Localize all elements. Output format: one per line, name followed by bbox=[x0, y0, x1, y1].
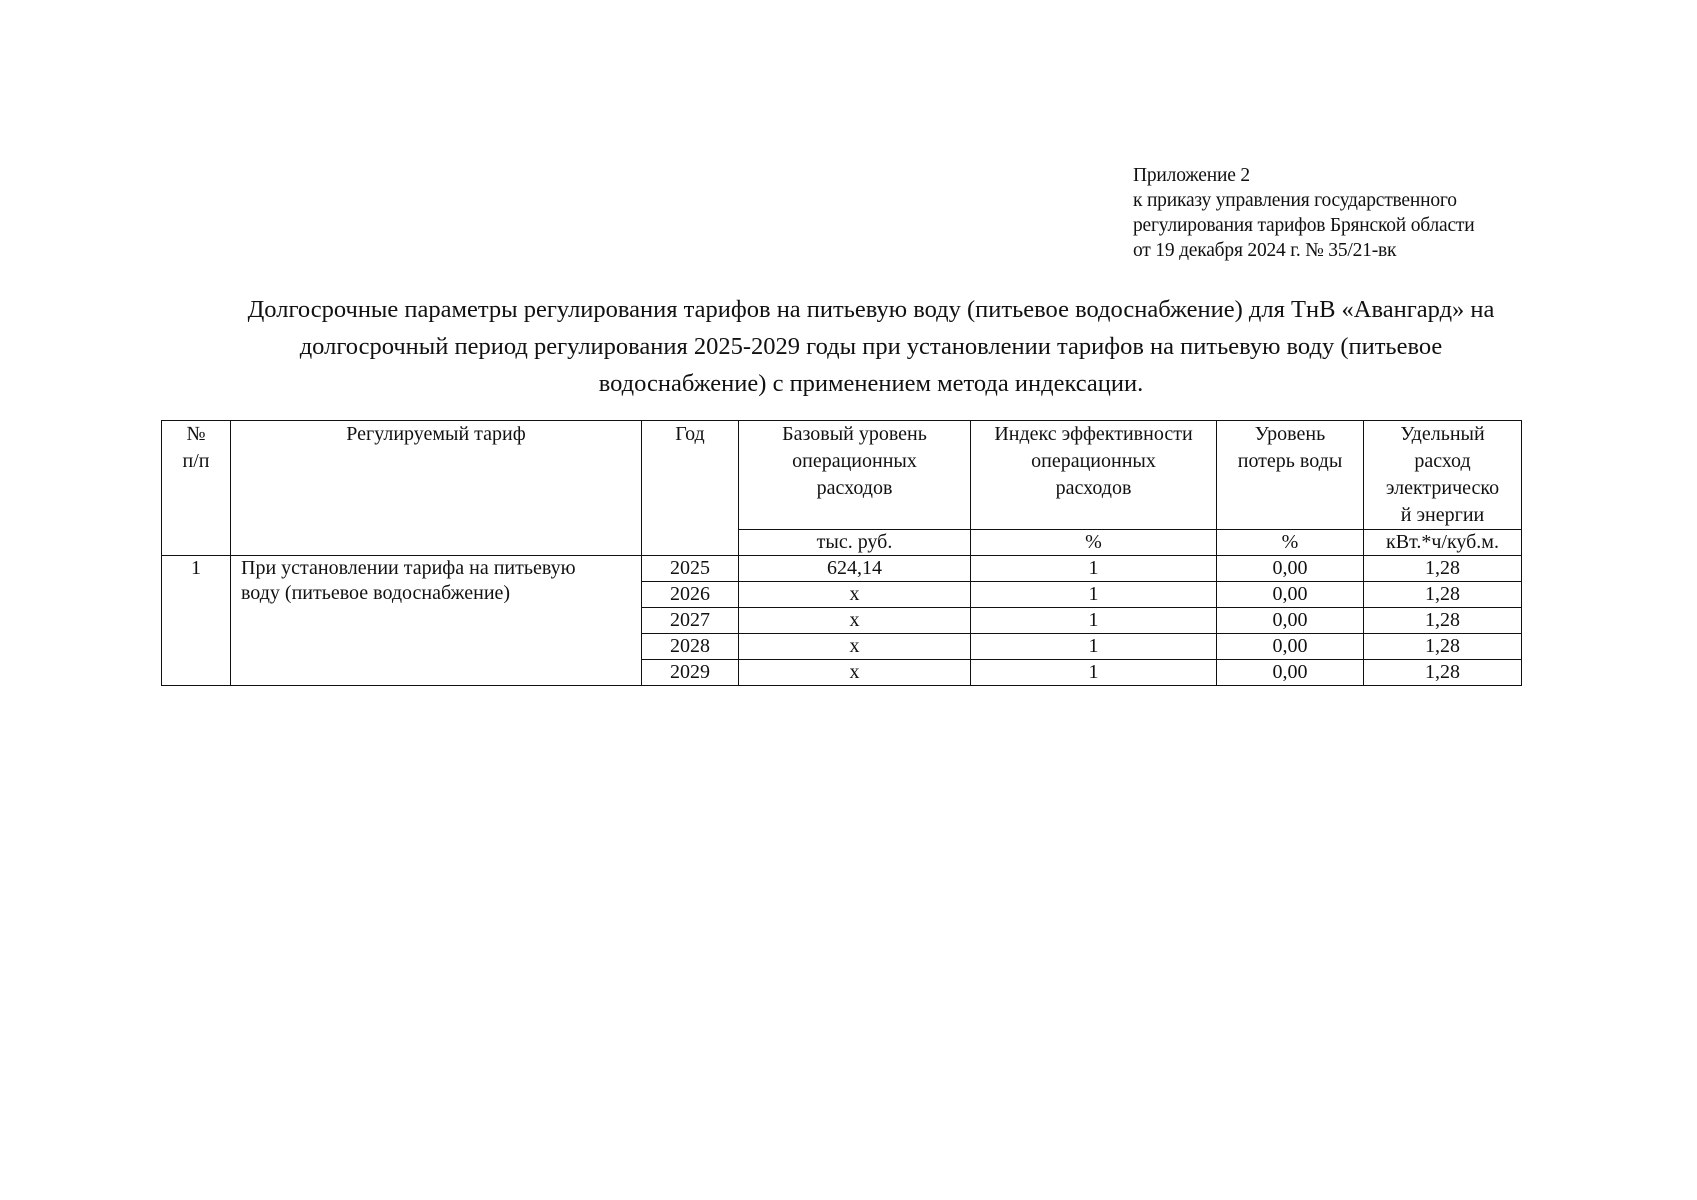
cell-efficiency-index: 1 bbox=[971, 660, 1217, 686]
header-tariff: Регулируемый тариф bbox=[231, 421, 642, 556]
cell-efficiency-index: 1 bbox=[971, 582, 1217, 608]
cell-base-level: x bbox=[739, 582, 971, 608]
unit-energy: кВт.*ч/куб.м. bbox=[1364, 530, 1522, 556]
cell-efficiency-index: 1 bbox=[971, 634, 1217, 660]
row-tariff: При установлении тарифа на питьевую воду (питьевое водоснабжение) bbox=[231, 556, 642, 686]
cell-year: 2028 bbox=[642, 634, 739, 660]
title-line: долгосрочный период регулирования 2025-2029 годы при установлении тарифов на питьевую воду (питьевое bbox=[299, 333, 1443, 360]
unit-base-level: тыс. руб. bbox=[739, 530, 971, 556]
cell-energy: 1,28 bbox=[1364, 634, 1522, 660]
parameters-table bbox=[161, 420, 1522, 686]
header-num: № п/п bbox=[162, 421, 231, 556]
title-line: Долгосрочные параметры регулирования тарифов на питьевую воду (питьевое водоснабжение) для ТнВ «Авангард» на bbox=[247, 296, 1495, 323]
appendix-line: к приказу управления государственного bbox=[1133, 190, 1457, 211]
header-year: Год bbox=[642, 421, 739, 556]
cell-year: 2026 bbox=[642, 582, 739, 608]
cell-water-loss: 0,00 bbox=[1217, 556, 1364, 582]
row-num: 1 bbox=[162, 556, 231, 686]
cell-water-loss: 0,00 bbox=[1217, 608, 1364, 634]
title-line: водоснабжение) с применением метода индексации. bbox=[598, 370, 1144, 397]
cell-efficiency-index: 1 bbox=[971, 556, 1217, 582]
cell-energy: 1,28 bbox=[1364, 608, 1522, 634]
cell-base-level: 624,14 bbox=[739, 556, 971, 582]
unit-efficiency-index: % bbox=[971, 530, 1217, 556]
appendix-line: Приложение 2 bbox=[1133, 165, 1250, 186]
header-energy: Удельный расход электрическо й энергии bbox=[1364, 421, 1522, 530]
document-title bbox=[140, 291, 1602, 402]
header-efficiency-index: Индекс эффективности операционных расходов bbox=[971, 421, 1217, 530]
cell-water-loss: 0,00 bbox=[1217, 582, 1364, 608]
cell-year: 2027 bbox=[642, 608, 739, 634]
cell-base-level: x bbox=[739, 660, 971, 686]
cell-energy: 1,28 bbox=[1364, 556, 1522, 582]
cell-energy: 1,28 bbox=[1364, 660, 1522, 686]
cell-water-loss: 0,00 bbox=[1217, 660, 1364, 686]
cell-base-level: x bbox=[739, 608, 971, 634]
cell-efficiency-index: 1 bbox=[971, 608, 1217, 634]
cell-energy: 1,28 bbox=[1364, 582, 1522, 608]
unit-water-loss: % bbox=[1217, 530, 1364, 556]
cell-base-level: x bbox=[739, 634, 971, 660]
header-base-level: Базовый уровень операционных расходов bbox=[739, 421, 971, 530]
header-row bbox=[162, 421, 1522, 530]
appendix-note bbox=[1133, 163, 1475, 263]
appendix-line: регулирования тарифов Брянской области bbox=[1133, 215, 1475, 236]
table-row bbox=[162, 556, 1522, 582]
header-water-loss: Уровень потерь воды bbox=[1217, 421, 1364, 530]
cell-year: 2029 bbox=[642, 660, 739, 686]
appendix-line: от 19 декабря 2024 г. № 35/21-вк bbox=[1133, 240, 1397, 261]
cell-year: 2025 bbox=[642, 556, 739, 582]
cell-water-loss: 0,00 bbox=[1217, 634, 1364, 660]
